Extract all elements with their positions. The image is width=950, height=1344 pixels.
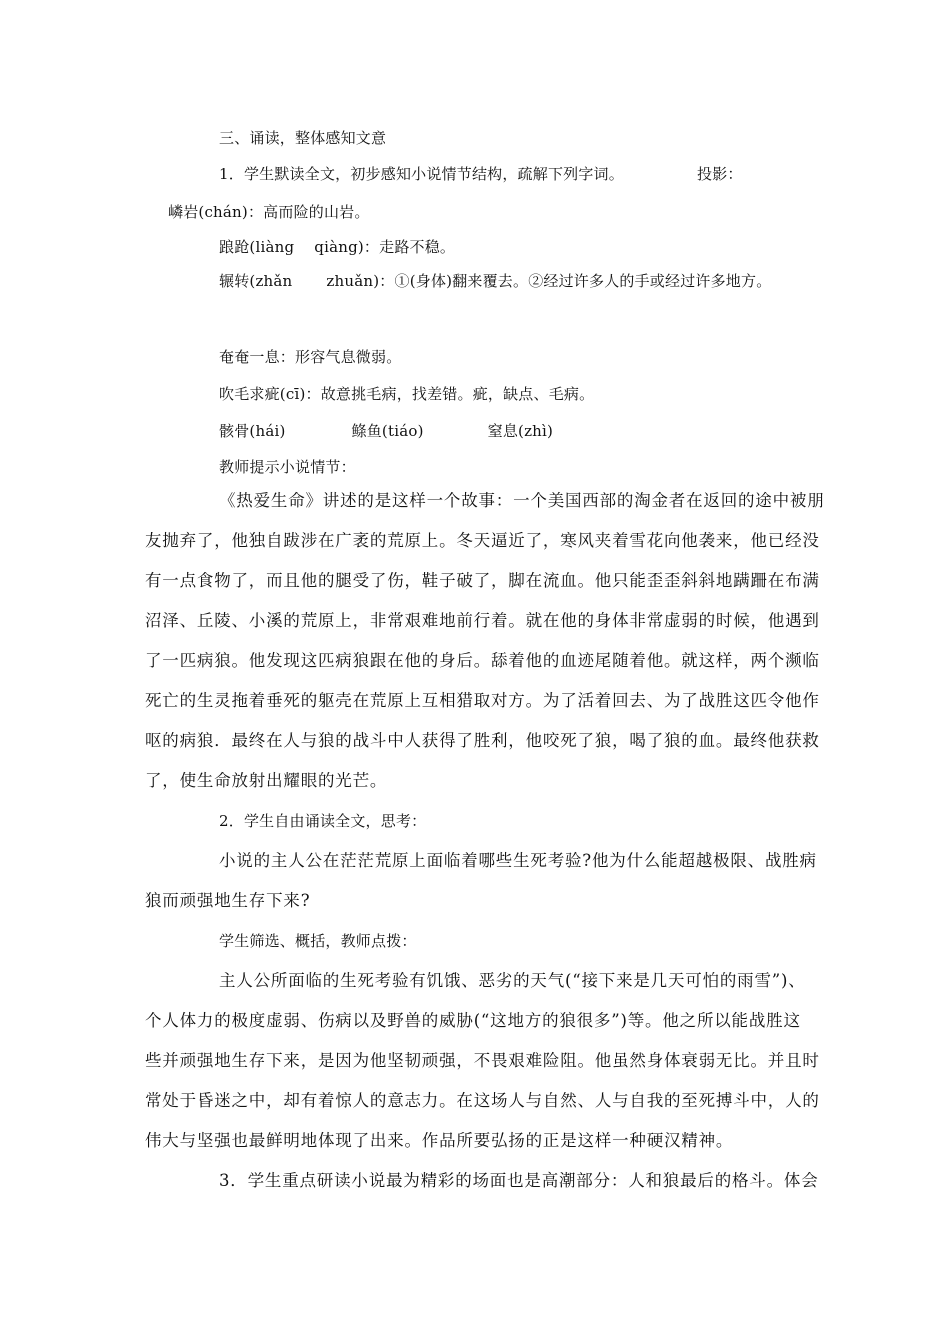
story-line: 了，使生命放射出耀眼的光芒。: [145, 771, 388, 790]
vocab-item-liangqiang-part1: 踉跄(liàng: [219, 238, 295, 256]
vocab-item-liangqiang-part2: qiàng)：走路不稳。: [314, 238, 456, 256]
story-line: 了一匹病狼。他发现这匹病狼跟在他的身后。舔着他的血迹尾随着他。就这样，两个濒临: [145, 651, 820, 670]
story-line: 死亡的生灵拖着垂死的躯壳在荒原上互相猎取对方。为了活着回去、为了战胜这匹令他作: [145, 691, 820, 710]
vocab-item-chanyan: 嶙岩(chán)：高而险的山岩。: [168, 203, 370, 221]
vocab-item-tiaoyu: 鲦鱼(tiáo): [351, 422, 424, 440]
story-line: 有一点食物了，而且他的腿受了伤，鞋子破了，脚在流血。他只能歪歪斜斜地蹒跚在布满: [145, 571, 820, 590]
answer-line: 些并顽强地生存下来，是因为他坚韧顽强，不畏艰难险阻。他虽然身体衰弱无比。并且时: [145, 1051, 820, 1070]
vocab-item-zhanzhuan-part1: 辗转(zhǎn: [219, 272, 293, 290]
answer-line: 常处于昏迷之中，却有着惊人的意志力。在这场人与自然、人与自我的至死搏斗中，人的: [145, 1091, 820, 1110]
student-summary: 学生筛选、概括，教师点拨：: [219, 932, 417, 950]
vocab-item-chuimao: 吹毛求疵(cī)：故意挑毛病，找差错。疵，缺点、毛病。: [219, 385, 595, 403]
vocab-item-zhanzhuan: [219, 271, 771, 291]
teacher-hint: 教师提示小说情节：: [219, 458, 356, 476]
projection-label: 投影：: [697, 165, 743, 183]
vocab-item-group: [219, 421, 553, 441]
vocab-item-zhanzhuan-part2: zhuǎn)：①(身体)翻来覆去。②经过许多人的手或经过许多地方。: [326, 272, 772, 290]
answer-line: 主人公所面临的生死考验有饥饿、恶劣的天气(“接下来是几天可怕的雨雪”)、: [219, 971, 806, 990]
story-line: 友抛弃了，他独自跋涉在广袤的荒原上。冬天逼近了，寒风夹着雪花向他袭来，他已经没: [145, 531, 820, 550]
story-line: 呕的病狼．最终在人与狼的战斗中人获得了胜利，他咬死了狼，喝了狼的血。最终他获救: [145, 731, 820, 750]
vocab-item-zhixi: 窒息(zhì): [487, 422, 554, 440]
question-line: 狼而顽强地生存下来?: [145, 891, 311, 910]
step2-text: 2．学生自由诵读全文，思考：: [219, 812, 427, 830]
story-line: 沼泽、丘陵、小溪的荒原上，非常艰难地前行着。就在他的身体非常虚弱的时候，他遇到: [145, 611, 820, 630]
vocab-item-liangqiang: [219, 237, 455, 257]
answer-line: 个人体力的极度虚弱、伤病以及野兽的威胁(“这地方的狼很多”)等。他之所以能战胜这: [145, 1011, 801, 1030]
answer-line: 伟大与坚强也最鲜明地体现了出来。作品所要弘扬的正是这样一种硬汉精神。: [145, 1131, 734, 1150]
step3-text: 3．学生重点研读小说最为精彩的场面也是高潮部分：人和狼最后的格斗。体会: [219, 1171, 819, 1190]
question-line: 小说的主人公在茫茫荒原上面临着哪些生死考验?他为什么能超越极限、战胜病: [219, 851, 817, 870]
story-line: 《热爱生命》讲述的是这样一个故事：一个美国西部的淘金者在返回的途中被朋: [219, 491, 825, 510]
step1-text: 1．学生默读全文，初步感知小说情节结构，疏解下列字词。: [219, 165, 624, 183]
vocab-item-haigu: 骸骨(hái): [219, 422, 286, 440]
vocab-item-yanyan: 奄奄一息：形容气息微弱。: [219, 348, 402, 366]
section-heading: 三、诵读，整体感知文意: [219, 129, 387, 147]
